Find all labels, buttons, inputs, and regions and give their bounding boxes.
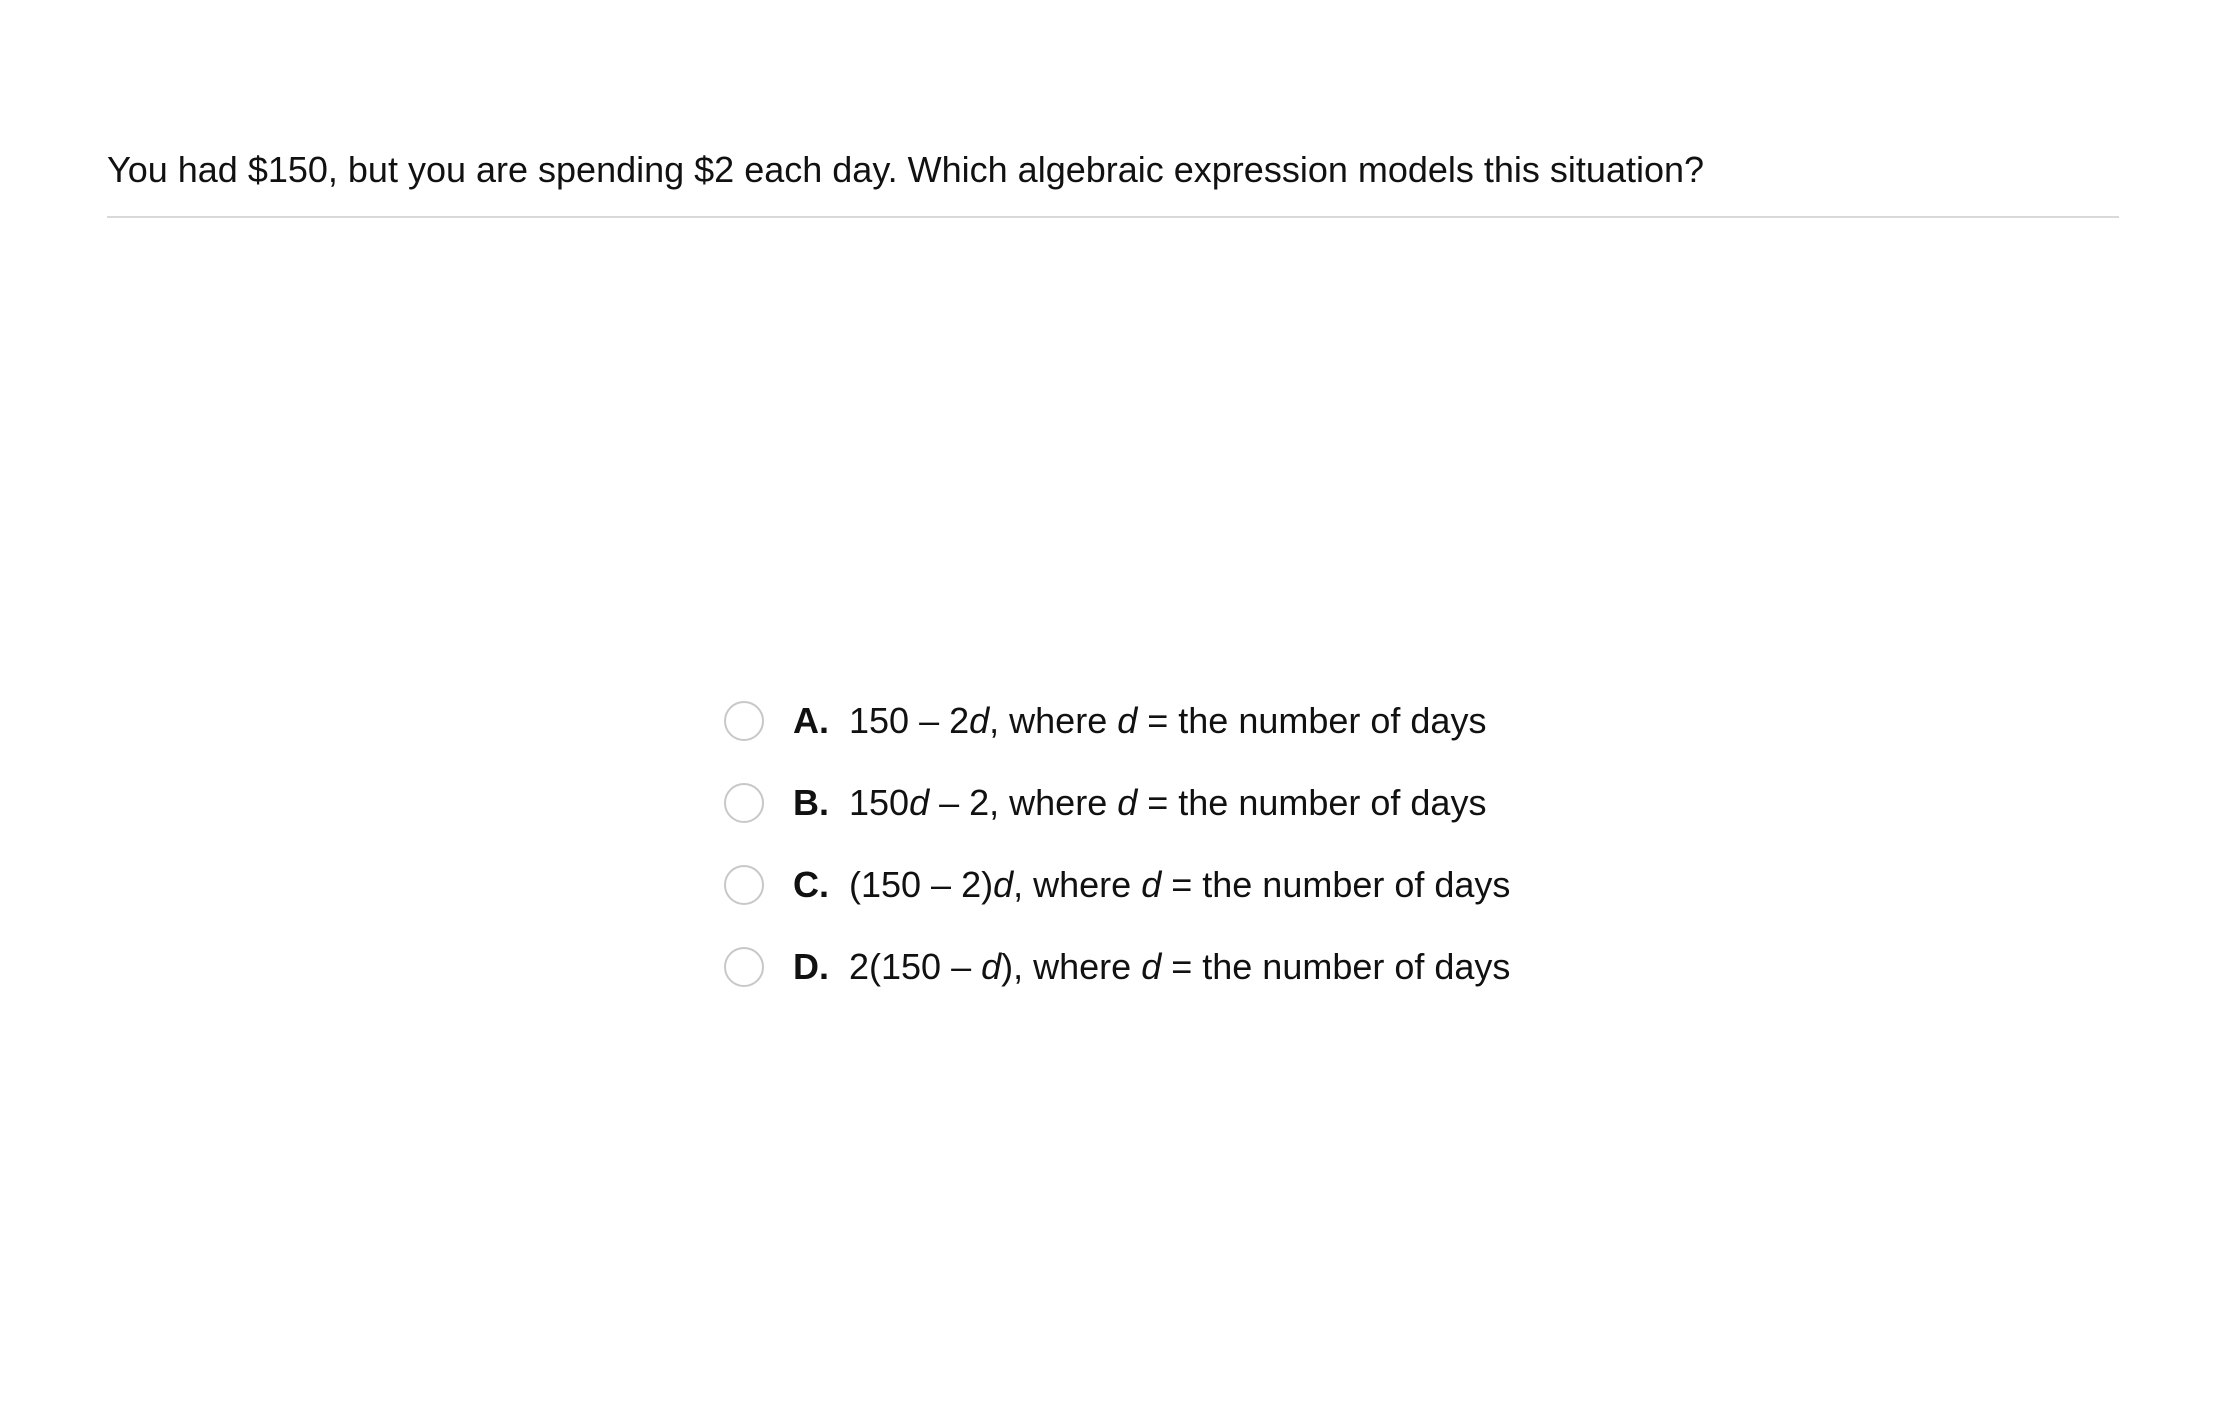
expr-part: , where (1013, 864, 1142, 905)
choice-b[interactable] (724, 762, 1510, 844)
variable-d: d (1141, 946, 1162, 987)
expr-part: = the number of days (1161, 946, 1511, 987)
expr-part: (150 – 2) (849, 864, 994, 905)
choice-c-text (849, 864, 1510, 906)
choice-b-text (849, 782, 1486, 824)
answer-choices (724, 680, 1510, 1008)
choice-d[interactable] (724, 926, 1510, 1008)
choice-c[interactable] (724, 844, 1510, 926)
choice-b-radio[interactable] (724, 783, 764, 823)
expr-part: , where (989, 700, 1118, 741)
expr-part: = the number of days (1137, 782, 1487, 823)
choice-d-radio[interactable] (724, 947, 764, 987)
variable-d: d (981, 946, 1002, 987)
variable-d: d (993, 864, 1014, 905)
expr-part: 150 – 2 (849, 700, 970, 741)
choice-d-text (849, 946, 1510, 988)
choice-a-radio[interactable] (724, 701, 764, 741)
choice-c-letter: C. (793, 864, 829, 905)
expr-part: 150 (849, 782, 910, 823)
variable-d: d (909, 782, 930, 823)
choice-a-letter: A. (793, 700, 829, 741)
question-divider (107, 216, 2119, 218)
variable-d: d (1141, 864, 1162, 905)
choice-d-letter: D. (793, 946, 829, 987)
question-text: You had $150, but you are spending $2 each day. Which algebraic expression models this situation? (107, 149, 1705, 190)
variable-d: d (969, 700, 990, 741)
variable-d: d (1117, 700, 1138, 741)
choice-b-letter: B. (793, 782, 829, 823)
choice-a[interactable] (724, 680, 1510, 762)
variable-d: d (1117, 782, 1138, 823)
expr-part: 2(150 – (849, 946, 982, 987)
choice-a-text (849, 700, 1486, 742)
expr-part: = the number of days (1137, 700, 1487, 741)
expr-part: – 2, where (929, 782, 1118, 823)
choice-c-radio[interactable] (724, 865, 764, 905)
expr-part: = the number of days (1161, 864, 1511, 905)
expr-part: ), where (1001, 946, 1142, 987)
